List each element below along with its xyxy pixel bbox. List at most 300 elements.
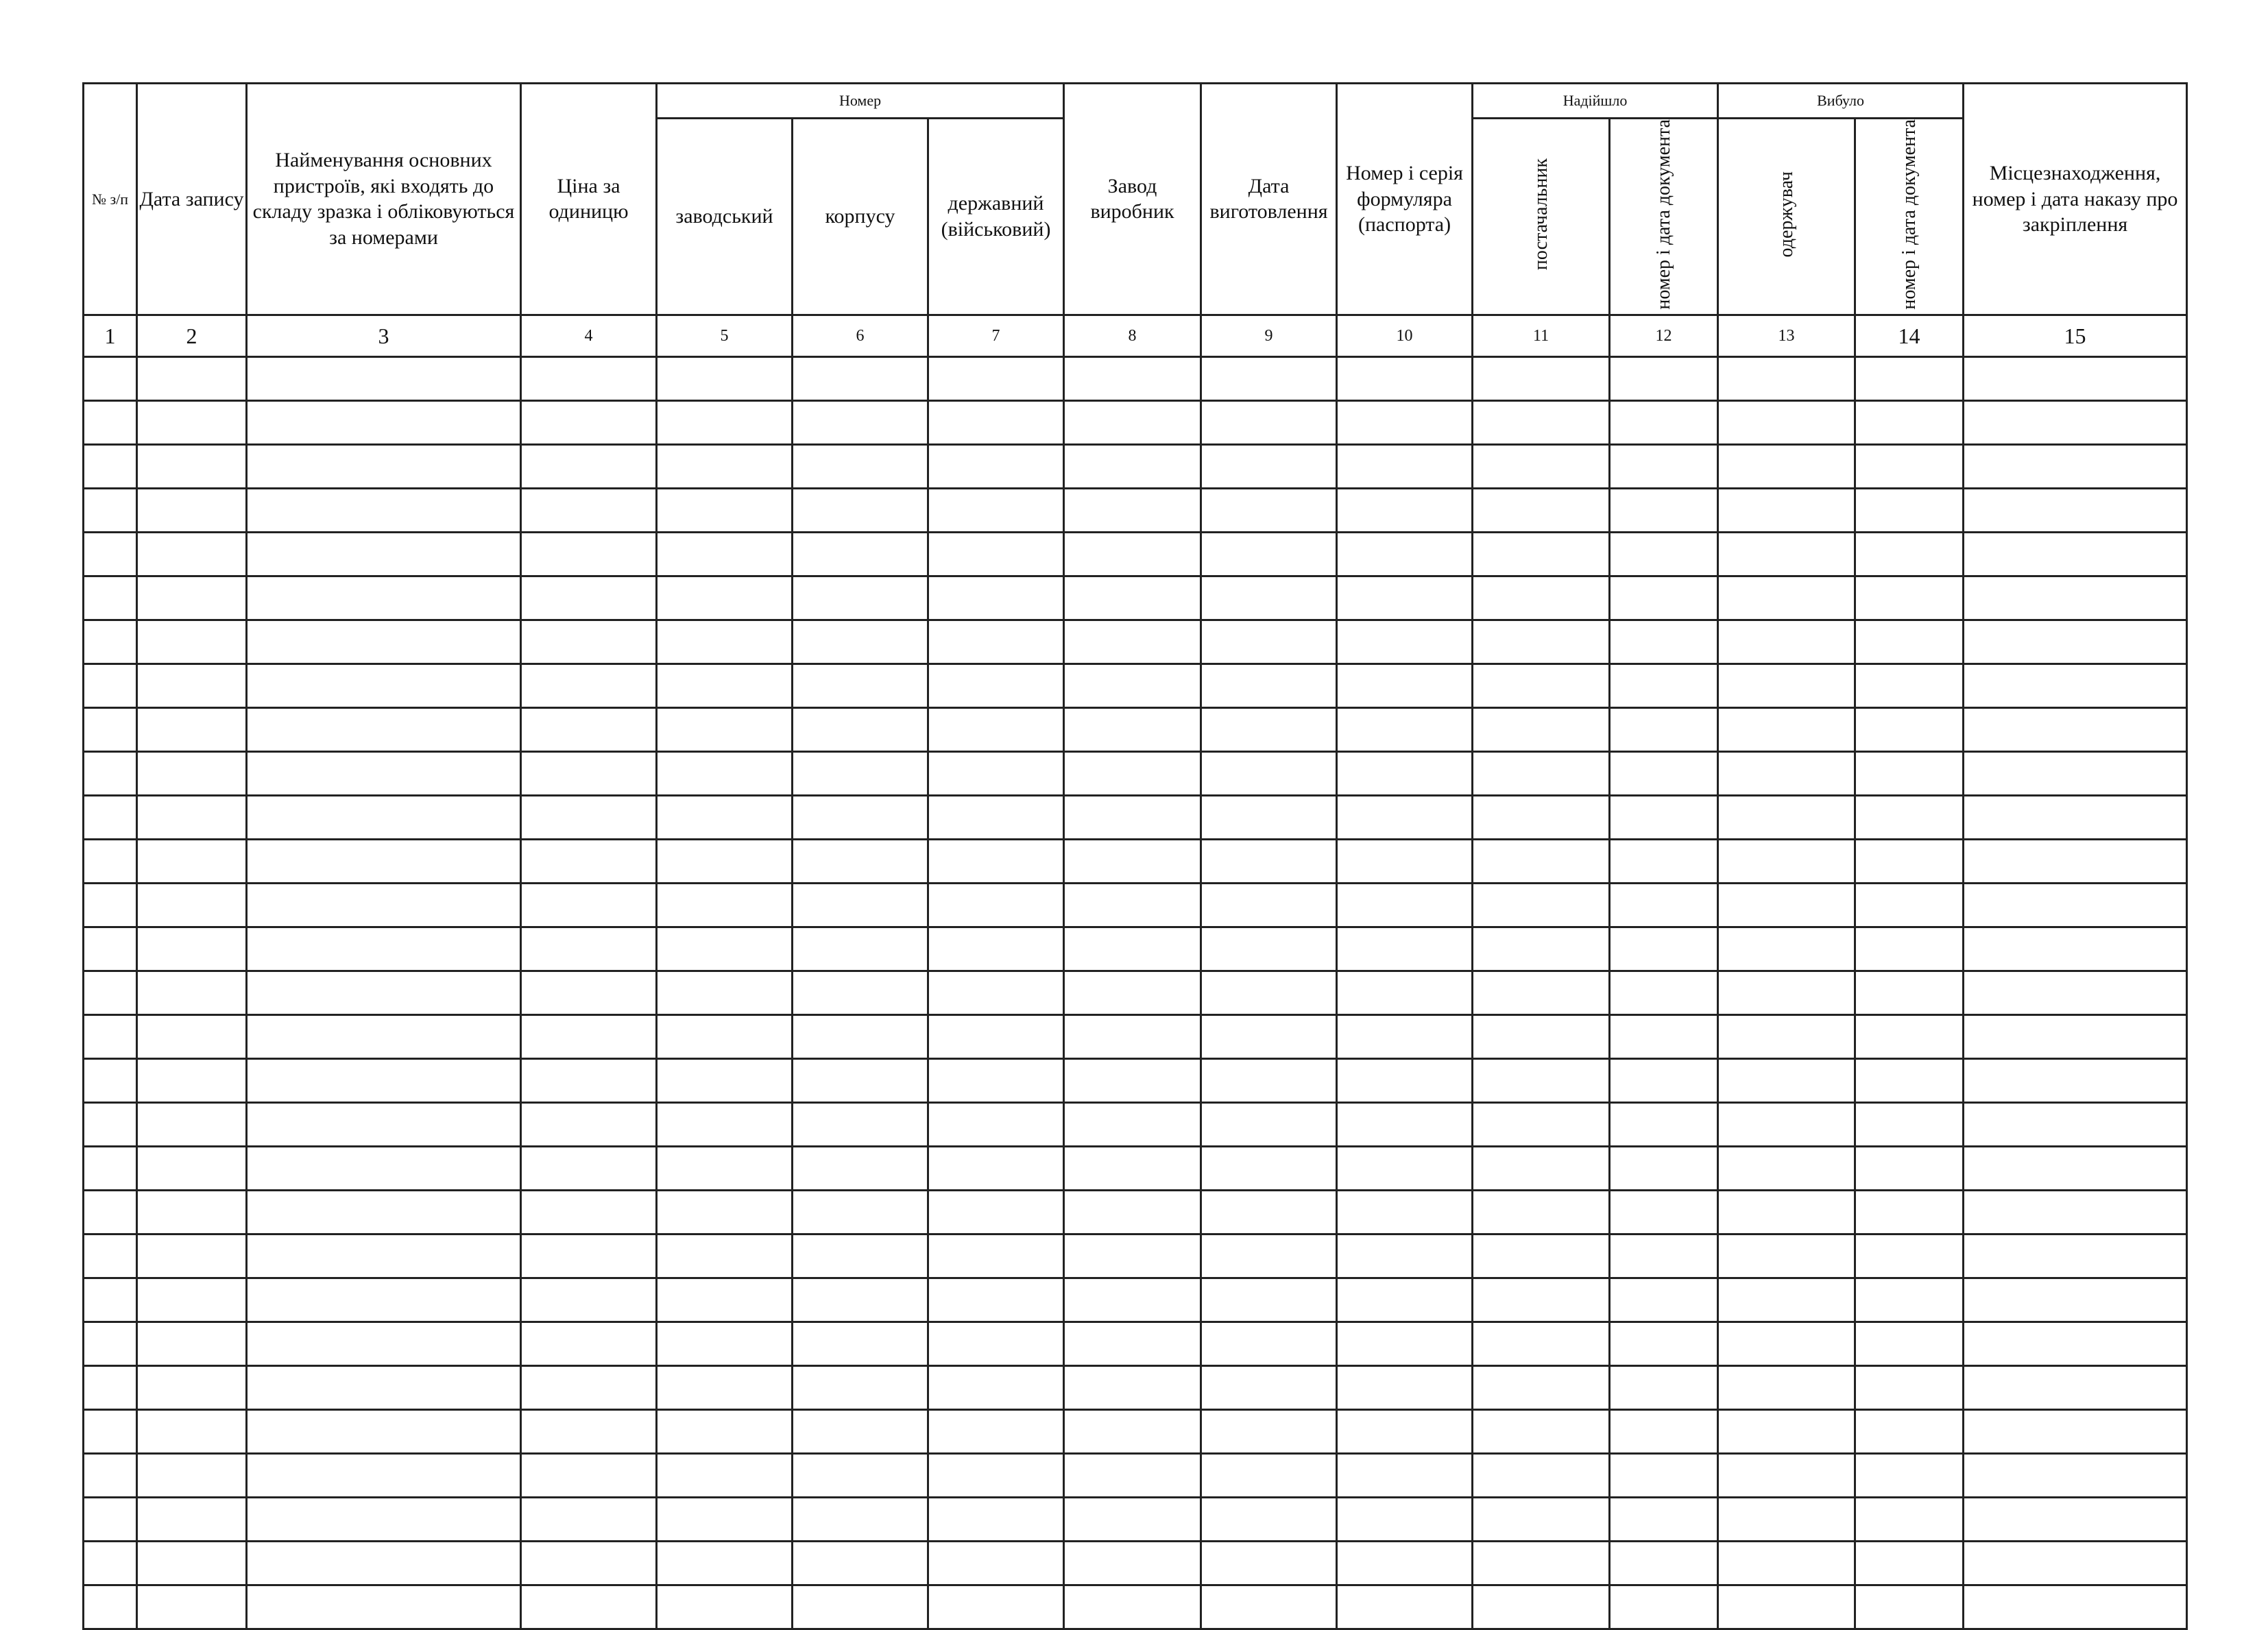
- table-cell[interactable]: [247, 1278, 521, 1322]
- table-cell[interactable]: [1964, 620, 2187, 664]
- table-cell[interactable]: [1064, 664, 1201, 707]
- table-cell[interactable]: [1201, 1453, 1337, 1497]
- table-cell[interactable]: [1064, 1497, 1201, 1541]
- table-cell[interactable]: [657, 707, 793, 751]
- table-cell[interactable]: [928, 839, 1064, 883]
- table-cell[interactable]: [247, 927, 521, 971]
- table-cell[interactable]: [1964, 883, 2187, 927]
- table-cell[interactable]: [793, 1190, 928, 1234]
- table-cell[interactable]: [1337, 971, 1473, 1014]
- table-cell[interactable]: [137, 1322, 247, 1365]
- table-cell[interactable]: [1610, 883, 1718, 927]
- table-cell[interactable]: [1337, 356, 1473, 400]
- table-cell[interactable]: [1201, 1322, 1337, 1365]
- table-cell[interactable]: [84, 488, 137, 532]
- table-cell[interactable]: [928, 1190, 1064, 1234]
- table-cell[interactable]: [137, 664, 247, 707]
- table-cell[interactable]: [84, 1541, 137, 1585]
- table-cell[interactable]: [928, 488, 1064, 532]
- table-cell[interactable]: [521, 1102, 657, 1146]
- table-cell[interactable]: [1718, 1102, 1855, 1146]
- table-cell[interactable]: [84, 1278, 137, 1322]
- table-cell[interactable]: [1337, 1278, 1473, 1322]
- table-cell[interactable]: [1718, 1497, 1855, 1541]
- table-cell[interactable]: [1337, 620, 1473, 664]
- table-cell[interactable]: [1610, 1322, 1718, 1365]
- table-cell[interactable]: [521, 1146, 657, 1190]
- table-cell[interactable]: [137, 751, 247, 795]
- table-cell[interactable]: [521, 1365, 657, 1409]
- table-cell[interactable]: [1201, 532, 1337, 576]
- table-cell[interactable]: [1064, 1409, 1201, 1453]
- table-cell[interactable]: [1855, 795, 1964, 839]
- table-cell[interactable]: [1201, 927, 1337, 971]
- table-cell[interactable]: [137, 444, 247, 488]
- table-cell[interactable]: [1610, 707, 1718, 751]
- table-cell[interactable]: [657, 1102, 793, 1146]
- table-cell[interactable]: [1610, 1541, 1718, 1585]
- table-cell[interactable]: [1337, 1014, 1473, 1058]
- table-cell[interactable]: [84, 795, 137, 839]
- table-cell[interactable]: [84, 1322, 137, 1365]
- table-cell[interactable]: [1064, 883, 1201, 927]
- table-cell[interactable]: [657, 444, 793, 488]
- table-cell[interactable]: [1610, 1409, 1718, 1453]
- table-cell[interactable]: [793, 1497, 928, 1541]
- table-cell[interactable]: [84, 1234, 137, 1278]
- table-cell[interactable]: [1201, 576, 1337, 620]
- table-cell[interactable]: [247, 356, 521, 400]
- table-cell[interactable]: [657, 1409, 793, 1453]
- table-cell[interactable]: [1064, 576, 1201, 620]
- table-cell[interactable]: [84, 1146, 137, 1190]
- table-cell[interactable]: [1064, 1146, 1201, 1190]
- table-cell[interactable]: [1855, 1278, 1964, 1322]
- table-cell[interactable]: [1610, 1278, 1718, 1322]
- table-cell[interactable]: [1064, 400, 1201, 444]
- table-cell[interactable]: [521, 1497, 657, 1541]
- table-cell[interactable]: [84, 576, 137, 620]
- table-cell[interactable]: [793, 1365, 928, 1409]
- table-cell[interactable]: [793, 1146, 928, 1190]
- table-cell[interactable]: [1610, 1585, 1718, 1629]
- table-cell[interactable]: [1718, 576, 1855, 620]
- table-cell[interactable]: [1964, 1278, 2187, 1322]
- table-cell[interactable]: [928, 532, 1064, 576]
- table-cell[interactable]: [1064, 1365, 1201, 1409]
- table-cell[interactable]: [1610, 576, 1718, 620]
- table-cell[interactable]: [247, 1409, 521, 1453]
- table-cell[interactable]: [1337, 1102, 1473, 1146]
- table-cell[interactable]: [1064, 1014, 1201, 1058]
- table-cell[interactable]: [1610, 444, 1718, 488]
- table-cell[interactable]: [657, 1190, 793, 1234]
- table-cell[interactable]: [1855, 1409, 1964, 1453]
- table-cell[interactable]: [793, 576, 928, 620]
- table-cell[interactable]: [521, 839, 657, 883]
- table-cell[interactable]: [928, 664, 1064, 707]
- table-cell[interactable]: [793, 664, 928, 707]
- table-cell[interactable]: [1855, 1322, 1964, 1365]
- table-cell[interactable]: [928, 751, 1064, 795]
- table-cell[interactable]: [793, 356, 928, 400]
- table-cell[interactable]: [84, 1585, 137, 1629]
- table-cell[interactable]: [84, 927, 137, 971]
- table-cell[interactable]: [1473, 1585, 1610, 1629]
- table-cell[interactable]: [1718, 1453, 1855, 1497]
- table-cell[interactable]: [1610, 1146, 1718, 1190]
- table-cell[interactable]: [1855, 400, 1964, 444]
- table-cell[interactable]: [247, 1014, 521, 1058]
- table-cell[interactable]: [1610, 664, 1718, 707]
- table-cell[interactable]: [1855, 1190, 1964, 1234]
- table-cell[interactable]: [1610, 1058, 1718, 1102]
- table-cell[interactable]: [657, 1585, 793, 1629]
- table-cell[interactable]: [1964, 795, 2187, 839]
- table-cell[interactable]: [521, 576, 657, 620]
- table-cell[interactable]: [1964, 839, 2187, 883]
- table-cell[interactable]: [1064, 707, 1201, 751]
- table-cell[interactable]: [793, 488, 928, 532]
- table-cell[interactable]: [1964, 1014, 2187, 1058]
- table-cell[interactable]: [1964, 1541, 2187, 1585]
- table-cell[interactable]: [928, 356, 1064, 400]
- table-cell[interactable]: [1718, 1058, 1855, 1102]
- table-cell[interactable]: [1337, 795, 1473, 839]
- table-cell[interactable]: [247, 664, 521, 707]
- table-cell[interactable]: [137, 883, 247, 927]
- table-cell[interactable]: [521, 444, 657, 488]
- table-cell[interactable]: [1201, 883, 1337, 927]
- table-cell[interactable]: [1964, 1190, 2187, 1234]
- table-cell[interactable]: [1201, 1014, 1337, 1058]
- table-cell[interactable]: [1855, 620, 1964, 664]
- table-cell[interactable]: [1964, 400, 2187, 444]
- table-cell[interactable]: [137, 1409, 247, 1453]
- table-cell[interactable]: [1201, 1190, 1337, 1234]
- table-cell[interactable]: [1201, 444, 1337, 488]
- table-cell[interactable]: [793, 1014, 928, 1058]
- table-cell[interactable]: [247, 1453, 521, 1497]
- table-cell[interactable]: [1473, 532, 1610, 576]
- table-cell[interactable]: [247, 1058, 521, 1102]
- table-cell[interactable]: [1473, 1102, 1610, 1146]
- table-cell[interactable]: [1201, 795, 1337, 839]
- table-cell[interactable]: [137, 971, 247, 1014]
- table-cell[interactable]: [521, 1014, 657, 1058]
- table-cell[interactable]: [1964, 1058, 2187, 1102]
- table-cell[interactable]: [1201, 1541, 1337, 1585]
- table-cell[interactable]: [247, 1190, 521, 1234]
- table-cell[interactable]: [1855, 488, 1964, 532]
- table-cell[interactable]: [247, 795, 521, 839]
- table-cell[interactable]: [1337, 1058, 1473, 1102]
- table-cell[interactable]: [657, 927, 793, 971]
- table-cell[interactable]: [137, 1585, 247, 1629]
- table-cell[interactable]: [1610, 839, 1718, 883]
- table-cell[interactable]: [1473, 1190, 1610, 1234]
- table-cell[interactable]: [928, 1146, 1064, 1190]
- table-cell[interactable]: [928, 1585, 1064, 1629]
- table-cell[interactable]: [1855, 1234, 1964, 1278]
- table-cell[interactable]: [1964, 1497, 2187, 1541]
- table-cell[interactable]: [1718, 1278, 1855, 1322]
- table-cell[interactable]: [1855, 1497, 1964, 1541]
- table-cell[interactable]: [657, 971, 793, 1014]
- table-cell[interactable]: [928, 1453, 1064, 1497]
- table-cell[interactable]: [793, 795, 928, 839]
- table-cell[interactable]: [84, 1102, 137, 1146]
- table-cell[interactable]: [1473, 400, 1610, 444]
- table-cell[interactable]: [1473, 839, 1610, 883]
- table-cell[interactable]: [928, 1102, 1064, 1146]
- table-cell[interactable]: [793, 927, 928, 971]
- table-cell[interactable]: [793, 1058, 928, 1102]
- table-cell[interactable]: [1473, 1497, 1610, 1541]
- table-cell[interactable]: [657, 1278, 793, 1322]
- table-cell[interactable]: [1201, 1234, 1337, 1278]
- table-cell[interactable]: [1718, 1541, 1855, 1585]
- table-cell[interactable]: [137, 795, 247, 839]
- table-cell[interactable]: [793, 883, 928, 927]
- table-cell[interactable]: [1337, 707, 1473, 751]
- table-cell[interactable]: [657, 488, 793, 532]
- table-cell[interactable]: [521, 1409, 657, 1453]
- table-cell[interactable]: [1964, 1453, 2187, 1497]
- table-cell[interactable]: [1964, 444, 2187, 488]
- table-cell[interactable]: [1855, 1102, 1964, 1146]
- table-cell[interactable]: [84, 1497, 137, 1541]
- table-cell[interactable]: [1201, 1365, 1337, 1409]
- table-cell[interactable]: [1855, 1146, 1964, 1190]
- table-cell[interactable]: [1473, 488, 1610, 532]
- table-cell[interactable]: [1964, 532, 2187, 576]
- table-cell[interactable]: [84, 1453, 137, 1497]
- table-cell[interactable]: [1610, 795, 1718, 839]
- table-cell[interactable]: [247, 1365, 521, 1409]
- table-cell[interactable]: [1064, 1190, 1201, 1234]
- table-cell[interactable]: [1718, 620, 1855, 664]
- table-cell[interactable]: [657, 751, 793, 795]
- table-cell[interactable]: [1337, 751, 1473, 795]
- table-cell[interactable]: [1855, 1585, 1964, 1629]
- table-cell[interactable]: [1610, 1365, 1718, 1409]
- table-cell[interactable]: [1718, 795, 1855, 839]
- table-cell[interactable]: [137, 1146, 247, 1190]
- table-cell[interactable]: [1610, 532, 1718, 576]
- table-cell[interactable]: [1473, 1409, 1610, 1453]
- table-cell[interactable]: [84, 1190, 137, 1234]
- table-cell[interactable]: [1201, 1058, 1337, 1102]
- table-cell[interactable]: [1064, 444, 1201, 488]
- table-cell[interactable]: [1473, 356, 1610, 400]
- table-cell[interactable]: [1473, 1453, 1610, 1497]
- table-cell[interactable]: [1201, 971, 1337, 1014]
- table-cell[interactable]: [521, 1453, 657, 1497]
- table-cell[interactable]: [521, 1058, 657, 1102]
- table-cell[interactable]: [84, 620, 137, 664]
- table-cell[interactable]: [1337, 1234, 1473, 1278]
- table-cell[interactable]: [1337, 664, 1473, 707]
- table-cell[interactable]: [1610, 620, 1718, 664]
- table-cell[interactable]: [1855, 839, 1964, 883]
- table-cell[interactable]: [1964, 751, 2187, 795]
- table-cell[interactable]: [521, 1541, 657, 1585]
- table-cell[interactable]: [1964, 1102, 2187, 1146]
- table-cell[interactable]: [1473, 883, 1610, 927]
- table-cell[interactable]: [247, 707, 521, 751]
- table-cell[interactable]: [1064, 1058, 1201, 1102]
- table-cell[interactable]: [1855, 356, 1964, 400]
- table-cell[interactable]: [793, 1102, 928, 1146]
- table-cell[interactable]: [657, 1322, 793, 1365]
- table-cell[interactable]: [1718, 1234, 1855, 1278]
- table-cell[interactable]: [521, 927, 657, 971]
- table-cell[interactable]: [1964, 1365, 2187, 1409]
- table-cell[interactable]: [657, 1365, 793, 1409]
- table-cell[interactable]: [793, 751, 928, 795]
- table-cell[interactable]: [1064, 927, 1201, 971]
- table-cell[interactable]: [1964, 576, 2187, 620]
- table-cell[interactable]: [1473, 664, 1610, 707]
- table-cell[interactable]: [1610, 1190, 1718, 1234]
- table-cell[interactable]: [84, 751, 137, 795]
- table-cell[interactable]: [1064, 971, 1201, 1014]
- table-cell[interactable]: [247, 400, 521, 444]
- table-cell[interactable]: [1064, 1234, 1201, 1278]
- table-cell[interactable]: [1337, 488, 1473, 532]
- table-cell[interactable]: [1718, 488, 1855, 532]
- table-cell[interactable]: [1064, 532, 1201, 576]
- table-cell[interactable]: [657, 1497, 793, 1541]
- table-cell[interactable]: [793, 1409, 928, 1453]
- table-cell[interactable]: [1064, 1585, 1201, 1629]
- table-cell[interactable]: [1064, 751, 1201, 795]
- table-cell[interactable]: [1855, 707, 1964, 751]
- table-cell[interactable]: [521, 751, 657, 795]
- table-cell[interactable]: [928, 1322, 1064, 1365]
- table-cell[interactable]: [1337, 1190, 1473, 1234]
- table-cell[interactable]: [1473, 1234, 1610, 1278]
- table-cell[interactable]: [521, 971, 657, 1014]
- table-cell[interactable]: [793, 707, 928, 751]
- table-cell[interactable]: [1964, 664, 2187, 707]
- table-cell[interactable]: [1337, 1497, 1473, 1541]
- table-cell[interactable]: [247, 488, 521, 532]
- table-cell[interactable]: [1201, 1585, 1337, 1629]
- table-cell[interactable]: [1855, 883, 1964, 927]
- table-cell[interactable]: [1964, 1234, 2187, 1278]
- table-cell[interactable]: [928, 795, 1064, 839]
- table-cell[interactable]: [1473, 707, 1610, 751]
- table-cell[interactable]: [793, 620, 928, 664]
- table-cell[interactable]: [1964, 1409, 2187, 1453]
- table-cell[interactable]: [657, 620, 793, 664]
- table-cell[interactable]: [1201, 751, 1337, 795]
- table-cell[interactable]: [1473, 620, 1610, 664]
- table-cell[interactable]: [928, 1014, 1064, 1058]
- table-cell[interactable]: [928, 1365, 1064, 1409]
- table-cell[interactable]: [137, 1278, 247, 1322]
- table-cell[interactable]: [1855, 532, 1964, 576]
- table-cell[interactable]: [1473, 971, 1610, 1014]
- table-cell[interactable]: [137, 1453, 247, 1497]
- table-cell[interactable]: [521, 488, 657, 532]
- table-cell[interactable]: [657, 1146, 793, 1190]
- table-cell[interactable]: [657, 883, 793, 927]
- table-cell[interactable]: [1718, 400, 1855, 444]
- table-cell[interactable]: [521, 1585, 657, 1629]
- table-cell[interactable]: [84, 1058, 137, 1102]
- table-cell[interactable]: [247, 1102, 521, 1146]
- table-cell[interactable]: [1064, 1541, 1201, 1585]
- table-cell[interactable]: [1855, 1014, 1964, 1058]
- table-cell[interactable]: [1201, 1497, 1337, 1541]
- table-cell[interactable]: [84, 883, 137, 927]
- table-cell[interactable]: [84, 971, 137, 1014]
- table-cell[interactable]: [1855, 444, 1964, 488]
- table-cell[interactable]: [84, 707, 137, 751]
- table-cell[interactable]: [928, 1278, 1064, 1322]
- table-cell[interactable]: [247, 1322, 521, 1365]
- table-cell[interactable]: [1337, 444, 1473, 488]
- table-cell[interactable]: [137, 620, 247, 664]
- table-cell[interactable]: [1718, 1409, 1855, 1453]
- table-cell[interactable]: [137, 356, 247, 400]
- table-cell[interactable]: [521, 664, 657, 707]
- table-cell[interactable]: [1473, 795, 1610, 839]
- table-cell[interactable]: [137, 1497, 247, 1541]
- table-cell[interactable]: [928, 1497, 1064, 1541]
- table-cell[interactable]: [1064, 488, 1201, 532]
- table-cell[interactable]: [928, 1234, 1064, 1278]
- table-cell[interactable]: [1855, 927, 1964, 971]
- table-cell[interactable]: [793, 839, 928, 883]
- table-cell[interactable]: [1201, 1409, 1337, 1453]
- table-cell[interactable]: [247, 576, 521, 620]
- table-cell[interactable]: [1473, 1146, 1610, 1190]
- table-cell[interactable]: [1718, 883, 1855, 927]
- table-cell[interactable]: [84, 1365, 137, 1409]
- table-cell[interactable]: [521, 1234, 657, 1278]
- table-cell[interactable]: [521, 707, 657, 751]
- table-cell[interactable]: [1473, 576, 1610, 620]
- table-cell[interactable]: [1201, 664, 1337, 707]
- table-cell[interactable]: [657, 356, 793, 400]
- table-cell[interactable]: [1718, 839, 1855, 883]
- table-cell[interactable]: [657, 1058, 793, 1102]
- table-cell[interactable]: [84, 1014, 137, 1058]
- table-cell[interactable]: [657, 1234, 793, 1278]
- table-cell[interactable]: [1610, 751, 1718, 795]
- table-cell[interactable]: [657, 1014, 793, 1058]
- table-cell[interactable]: [1964, 707, 2187, 751]
- table-cell[interactable]: [1337, 1322, 1473, 1365]
- table-cell[interactable]: [1473, 1014, 1610, 1058]
- table-cell[interactable]: [84, 839, 137, 883]
- table-cell[interactable]: [928, 1409, 1064, 1453]
- table-cell[interactable]: [1337, 576, 1473, 620]
- table-cell[interactable]: [657, 664, 793, 707]
- table-cell[interactable]: [928, 576, 1064, 620]
- table-cell[interactable]: [1718, 532, 1855, 576]
- table-cell[interactable]: [1201, 356, 1337, 400]
- table-cell[interactable]: [1473, 444, 1610, 488]
- table-cell[interactable]: [1610, 400, 1718, 444]
- table-cell[interactable]: [137, 1190, 247, 1234]
- table-cell[interactable]: [1718, 356, 1855, 400]
- table-cell[interactable]: [1610, 356, 1718, 400]
